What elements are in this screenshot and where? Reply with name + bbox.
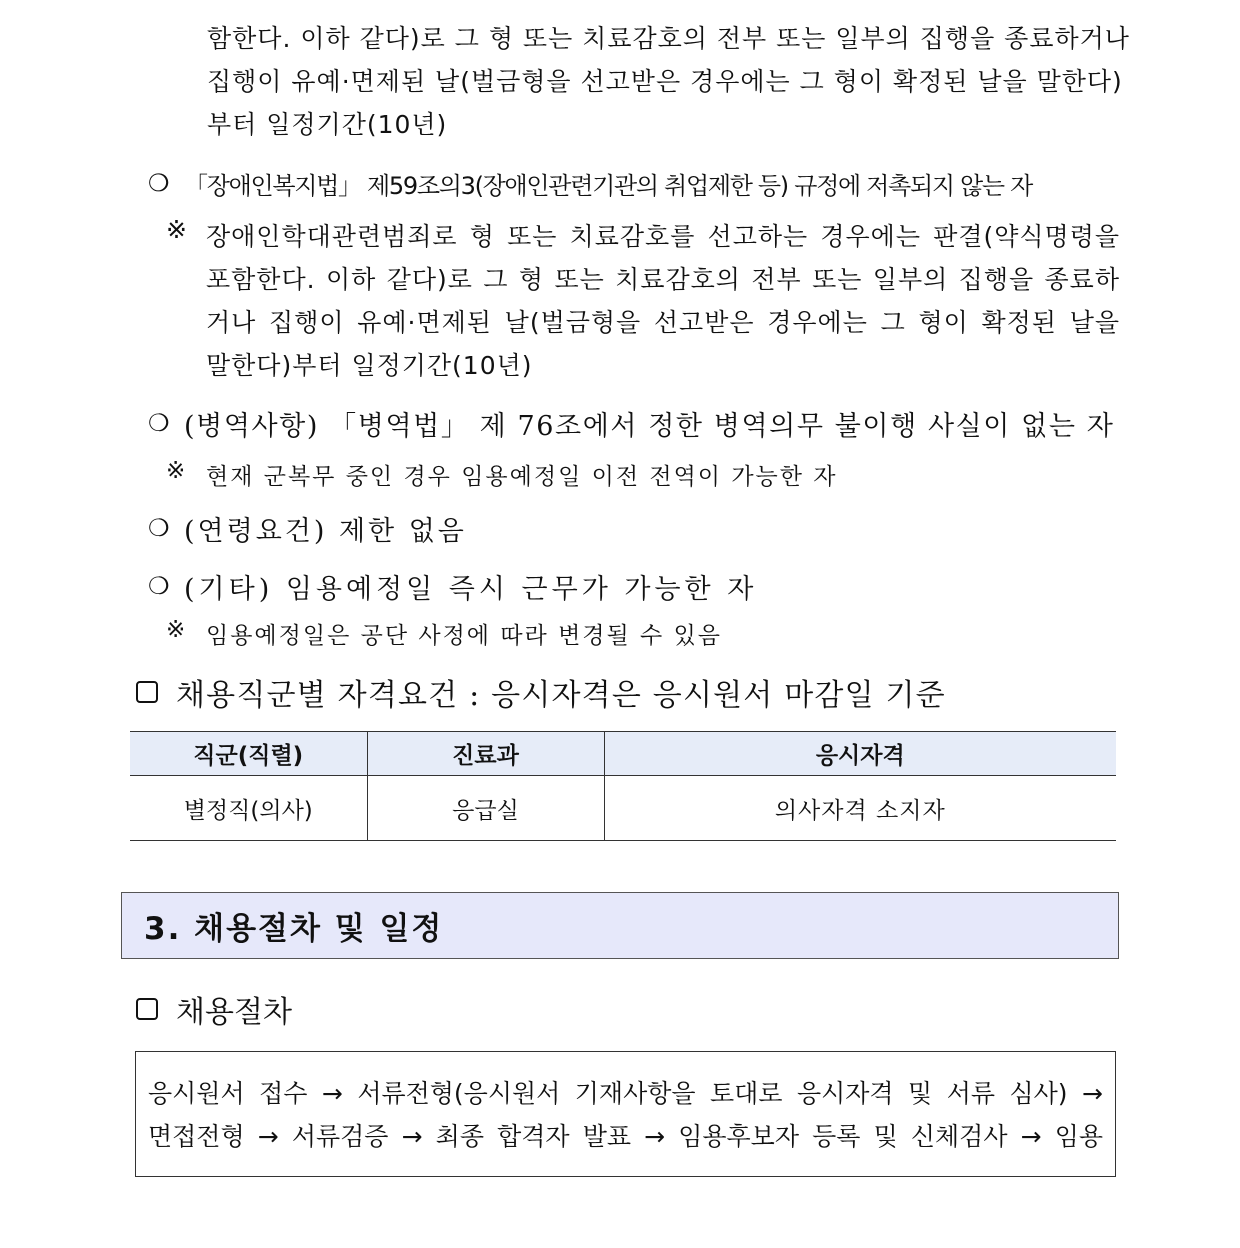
- note-line: 현재 군복무 중인 경우 임용예정일 이전 전역이 가능한 자: [206, 464, 838, 490]
- qualification-heading: [136, 669, 946, 715]
- cell-department: 응급실: [367, 776, 604, 841]
- bullet-text: 「장애인복지법」 제59조의3(장애인관련기관의 취업제한 등) 규정에 저촉되지 않는 자: [184, 171, 1033, 200]
- qualification-table: [130, 731, 1116, 841]
- intro-paragraph: [207, 17, 1130, 146]
- procedure-box: [135, 1051, 1116, 1177]
- intro-line: 함한다. 이하 같다)로 그 형 또는 치료감호의 전부 또는 일부의 집행을 종료하거나: [207, 24, 1130, 53]
- note-line: 장애인학대관련범죄로 형 또는 치료감호를 선고하는 경우에는 판결(약식명령을: [206, 222, 1120, 251]
- bullet-military-service: [148, 400, 1114, 446]
- qualification-heading-text: 채용직군별 자격요건 : 응시자격은 응시원서 마감일 기준: [176, 678, 946, 713]
- checkbox-square-icon: [136, 998, 158, 1020]
- header-qualification: 응시자격: [604, 732, 1116, 776]
- note-appointment-date: [166, 617, 722, 650]
- section-title: 3. 채용절차 및 일정: [144, 911, 444, 947]
- circle-bullet-icon: ❍: [148, 572, 170, 600]
- circle-bullet-icon: ❍: [148, 169, 170, 197]
- intro-line: 부터 일정기간(10년): [207, 110, 448, 139]
- header-job-group: 직군(직렬): [130, 732, 367, 776]
- note-line: 말한다)부터 일정기간(10년): [206, 351, 533, 380]
- note-military: [166, 458, 838, 491]
- header-department: 진료과: [367, 732, 604, 776]
- checkbox-square-icon: [136, 681, 158, 703]
- bullet-disability-act: [148, 161, 1032, 205]
- procedure-heading: [136, 986, 292, 1032]
- note-line: 임용예정일은 공단 사정에 따라 변경될 수 있음: [206, 623, 723, 649]
- bullet-text: (기타) 임용예정일 즉시 근무가 가능한 자: [184, 573, 758, 605]
- bullet-other: [148, 563, 757, 609]
- reference-mark-icon: ※: [166, 617, 186, 643]
- procedure-heading-text: 채용절차: [176, 995, 292, 1030]
- procedure-line: 면접전형 → 서류검증 → 최종 합격자 발표 → 임용후보자 등록 및 신체검사 → 임용: [148, 1122, 1103, 1151]
- table-header-row: [130, 732, 1116, 776]
- reference-mark-icon: ※: [166, 215, 187, 244]
- cell-qualification: 의사자격 소지자: [604, 776, 1116, 841]
- procedure-line: 응시원서 접수 → 서류전형(응시원서 기재사항을 토대로 응시자격 및 서류 심사) →: [148, 1079, 1103, 1108]
- note-disability-abuse: [166, 215, 1120, 387]
- note-line: 포함한다. 이하 같다)로 그 형 또는 치료감호의 전부 또는 일부의 집행을 종료하: [206, 265, 1120, 294]
- table-row: [130, 776, 1116, 841]
- reference-mark-icon: ※: [166, 458, 186, 484]
- note-line: 거나 집행이 유예·면제된 날(벌금형을 선고받은 경우에는 그 형이 확정된 날을: [206, 308, 1120, 337]
- cell-job-group: 별정직(의사): [130, 776, 367, 841]
- bullet-text: (병역사항) 「병역법」 제 76조에서 정한 병역의무 불이행 사실이 없는 자: [184, 410, 1115, 442]
- bullet-text: (연령요건) 제한 없음: [184, 515, 467, 547]
- bullet-age: [148, 505, 467, 551]
- section-header-box: [121, 892, 1119, 959]
- circle-bullet-icon: ❍: [148, 409, 170, 437]
- circle-bullet-icon: ❍: [148, 514, 170, 542]
- intro-line: 집행이 유예·면제된 날(벌금형을 선고받은 경우에는 그 형이 확정된 날을 말한다): [207, 67, 1123, 96]
